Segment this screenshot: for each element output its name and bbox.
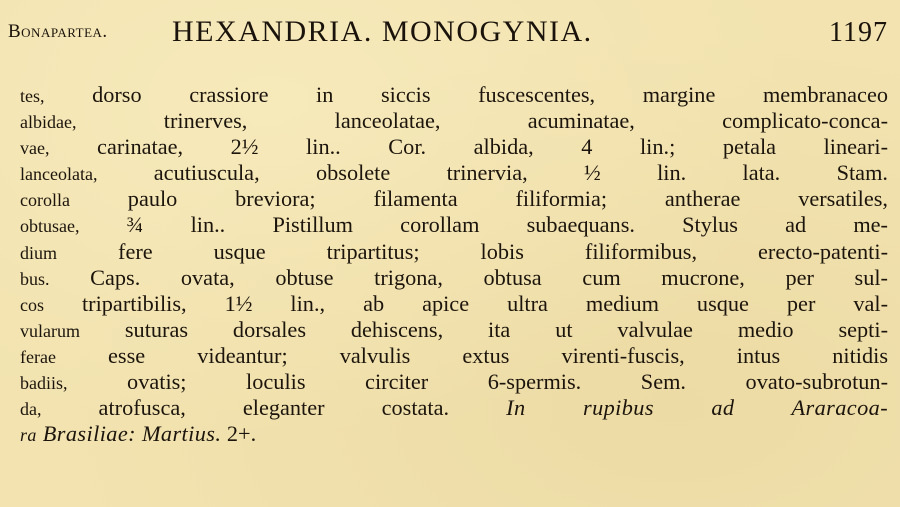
line-lead: dium	[20, 242, 58, 263]
line-lead: lanceolata,	[20, 164, 98, 185]
line-text: fere usque tripartitus; lobis filiformibus, erecto-patenti-	[57, 238, 888, 264]
text-line-7	[20, 239, 888, 265]
line-text: trinerves, lanceolatae, acuminatae, complicato-conca-	[76, 108, 888, 134]
line-lead: ra	[20, 425, 37, 446]
line-lead: bus.	[20, 268, 50, 289]
text-line-3	[20, 134, 888, 160]
line-lead: albidae,	[20, 112, 77, 133]
line-text: atrofusca, eleganter costata.	[41, 395, 450, 421]
line-text: suturas dorsales dehiscens, ita ut valvulae medio septi-	[80, 316, 888, 342]
page-header	[8, 15, 888, 55]
text-line-8	[20, 265, 888, 291]
text-line-12	[20, 369, 888, 395]
line-lead: badiis,	[20, 373, 68, 394]
section-title: HEXANDRIA. MONOGYNIA.	[172, 15, 593, 48]
text-line-4	[20, 160, 888, 186]
line-lead: corolla	[20, 190, 70, 211]
line-text: ¾ lin.. Pistillum corollam subaequans. Stylus ad me-	[79, 212, 888, 238]
text-line-9	[20, 291, 888, 317]
perennial-symbol: 2+.	[221, 421, 257, 447]
habitat-text: In rupibus ad Araracoa-	[506, 395, 888, 421]
text-line-1	[20, 82, 888, 108]
line-text: tripartibilis, 1½ lin., ab apice ultra medium usque per val-	[44, 290, 888, 316]
line-lead: vularum	[20, 320, 80, 341]
text-line-2	[20, 108, 888, 134]
text-line-13	[20, 395, 888, 421]
text-line-11	[20, 343, 888, 369]
line-text: carinatae, 2½ lin.. Cor. albida, 4 lin.; petala lineari-	[49, 134, 888, 160]
text-line-10	[20, 317, 888, 343]
text-line-6	[20, 212, 888, 238]
collector-citation: Brasiliae: Martius.	[36, 421, 222, 447]
body-paragraph	[20, 82, 888, 447]
line-lead: cos	[20, 294, 44, 315]
text-line-5	[20, 186, 888, 212]
page-number: 1197	[829, 17, 888, 48]
line-text: Caps. ovata, obtuse trigona, obtusa cum mucrone, per sul-	[49, 264, 888, 290]
text-line-14	[20, 421, 888, 447]
line-lead: da,	[20, 399, 42, 420]
line-text: acutiuscula, obsolete trinervia, ½ lin. lata. Stam.	[97, 160, 888, 186]
running-head: Bonapartea.	[8, 21, 108, 42]
line-lead: vae,	[20, 138, 50, 159]
line-text: ovatis; loculis circiter 6-spermis. Sem. ovato-subrotun-	[67, 369, 888, 395]
line-text: dorso crassiore in siccis fuscescentes, margine membranaceo	[44, 82, 888, 107]
line-text: esse videantur; valvulis extus virenti-fuscis, intus nitidis	[55, 342, 888, 368]
line-text: paulo breviora; filamenta filiformia; antherae versatiles,	[69, 186, 888, 212]
line-lead: tes,	[20, 86, 45, 106]
line-lead: obtusae,	[20, 216, 80, 237]
line-lead: ferae	[20, 346, 56, 367]
